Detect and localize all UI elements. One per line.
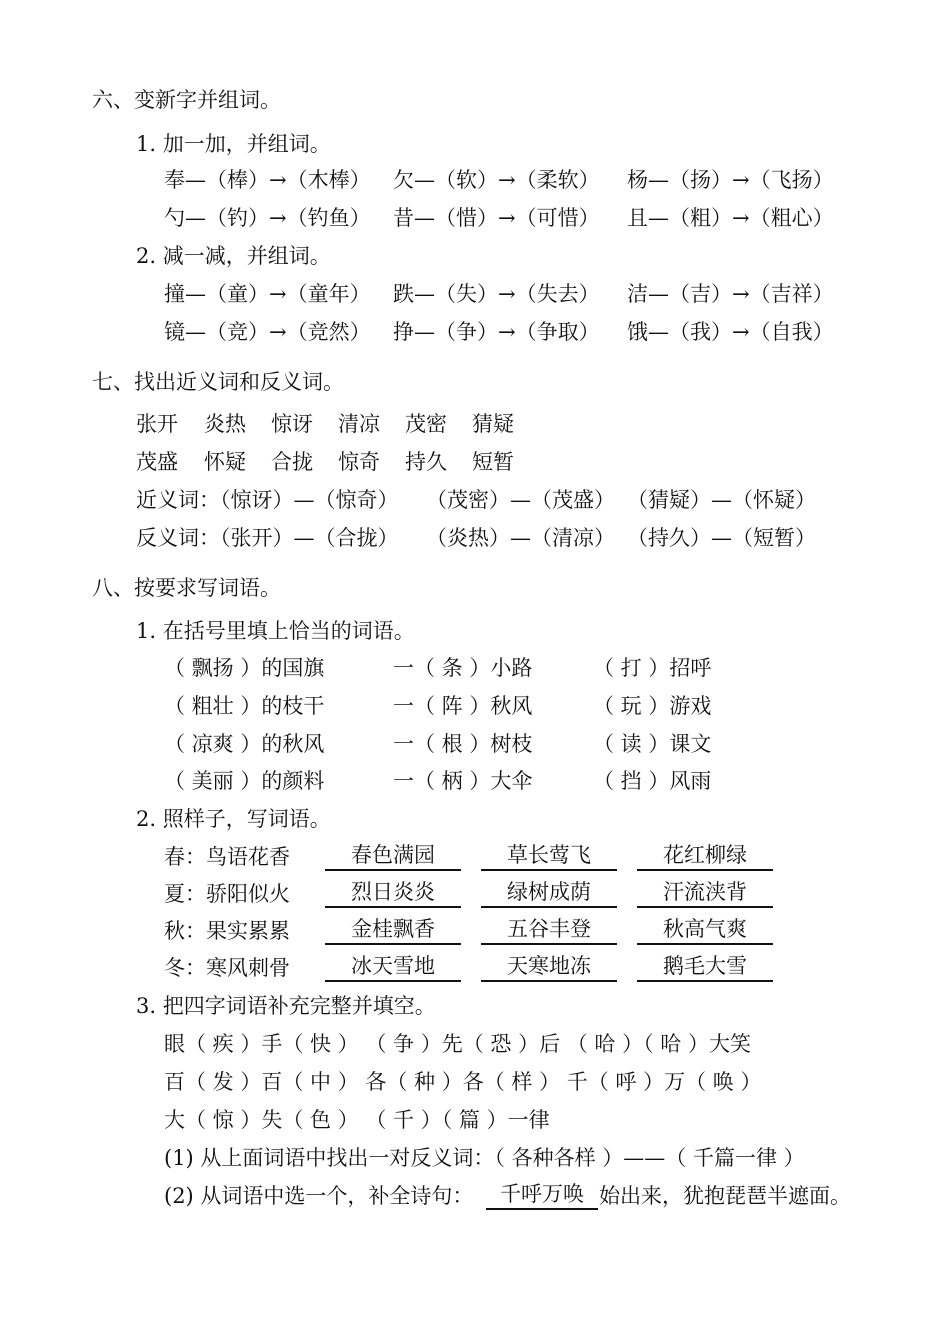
poem-answer-blank: 千呼万唤 [486,1180,598,1210]
list-item: 奉—（棒）→（木棒） [164,168,371,192]
fill-item: （ 美丽 ）的颜料 [164,769,325,793]
antonym-pair: （炎热）—（清凉） [426,526,615,550]
answer-blank: 春色满园 [325,841,461,871]
section8-q3-title: 3. 把四字词语补充完整并填空。 [136,994,436,1018]
word-item: 张开 [136,412,178,436]
synonym-pair: （茂密）—（茂盛） [426,488,615,512]
q3-sub2-prefix: (2) 从词语中选一个，补全诗句： [164,1184,474,1208]
season-label: 冬：寒风刺骨 [164,956,290,980]
idiom-row: 眼（ 疾 ）手（ 快 ） （ 争 ）先（ 恐 ）后 （ 哈 ）（ 哈 ）大笑 [164,1032,751,1056]
fill-item: （ 挡 ）风雨 [593,769,712,793]
word-item: 茂密 [405,412,447,436]
fill-item: （ 读 ）课文 [593,732,712,756]
section7-title: 七、找出近义词和反义词。 [92,370,344,394]
word-item: 惊奇 [338,450,380,474]
answer-blank: 烈日炎炎 [325,878,461,908]
season-label: 夏：骄阳似火 [164,882,290,906]
q3-sub1: (1) 从上面词语中找出一对反义词：（ 各种各样 ）——（ 千篇一律 ） [164,1146,805,1170]
answer-blank: 草长莺飞 [481,841,617,871]
list-item: 洁—（吉）→（吉祥） [627,282,834,306]
word-item: 猜疑 [472,412,514,436]
antonym-pair: （持久）—（短暂） [627,526,816,550]
list-item: 镜—（竞）→（竞然） [164,320,371,344]
word-item: 怀疑 [204,450,246,474]
section8-q1-title: 1. 在括号里填上恰当的词语。 [136,619,415,643]
fill-item: 一（ 柄 ）大伞 [393,769,533,793]
fill-item: （ 凉爽 ）的秋风 [164,732,325,756]
fill-item: （ 玩 ）游戏 [593,694,712,718]
word-item: 合拢 [271,450,313,474]
fill-item: （ 飘扬 ）的国旗 [164,656,325,680]
list-item: 且—（粗）→（粗心） [627,206,834,230]
section6-title: 六、变新字并组词。 [92,88,281,112]
list-item: 勺—（钓）→（钓鱼） [164,206,371,230]
answer-blank: 花红柳绿 [637,841,773,871]
fill-item: 一（ 阵 ）秋风 [393,694,533,718]
list-item: 撞—（童）→（童年） [164,282,371,306]
fill-item: 一（ 条 ）小路 [393,656,533,680]
answer-blank: 天寒地冻 [481,952,617,982]
answer-blank: 汗流浃背 [637,878,773,908]
word-item: 茂盛 [136,450,178,474]
q3-sub2-suffix: 始出来，犹抱琵琶半遮面。 [599,1184,851,1208]
word-item: 短暂 [472,450,514,474]
answer-blank: 鹅毛大雪 [637,952,773,982]
fill-item: （ 打 ）招呼 [593,656,712,680]
answer-blank: 秋高气爽 [637,915,773,945]
idiom-row: 百（ 发 ）百（ 中 ） 各（ 种 ）各（ 样 ） 千（ 呼 ）万（ 唤 ） [164,1070,762,1094]
section8-title: 八、按要求写词语。 [92,576,281,600]
season-label: 秋：果实累累 [164,919,290,943]
word-item: 炎热 [204,412,246,436]
fill-item: 一（ 根 ）树枝 [393,732,533,756]
synonym-pair: （猜疑）—（怀疑） [627,488,816,512]
list-item: 杨—（扬）→（飞扬） [627,168,834,192]
answer-blank: 冰天雪地 [325,952,461,982]
list-item: 昔—（惜）→（可惜） [393,206,600,230]
section8-q2-title: 2. 照样子，写词语。 [136,807,331,831]
season-label: 春：鸟语花香 [164,845,290,869]
antonym-pair: 反义词：（张开）—（合拢） [136,526,399,550]
idiom-row: 大（ 惊 ）失（ 色 ） （ 千 ）（ 篇 ）一律 [164,1108,550,1132]
answer-blank: 五谷丰登 [481,915,617,945]
word-item: 惊讶 [271,412,313,436]
answer-blank: 金桂飘香 [325,915,461,945]
synonym-pair: 近义词：（惊讶）—（惊奇） [136,488,399,512]
list-item: 跌—（失）→（失去） [393,282,600,306]
word-item: 清凉 [338,412,380,436]
list-item: 饿—（我）→（自我） [627,320,834,344]
list-item: 欠—（软）→（柔软） [393,168,600,192]
fill-item: （ 粗壮 ）的枝干 [164,694,325,718]
list-item: 挣—（争）→（争取） [393,320,600,344]
section6-q1-title: 1. 加一加，并组词。 [136,132,331,156]
answer-blank: 绿树成荫 [481,878,617,908]
section6-q2-title: 2. 减一减，并组词。 [136,244,331,268]
word-item: 持久 [405,450,447,474]
